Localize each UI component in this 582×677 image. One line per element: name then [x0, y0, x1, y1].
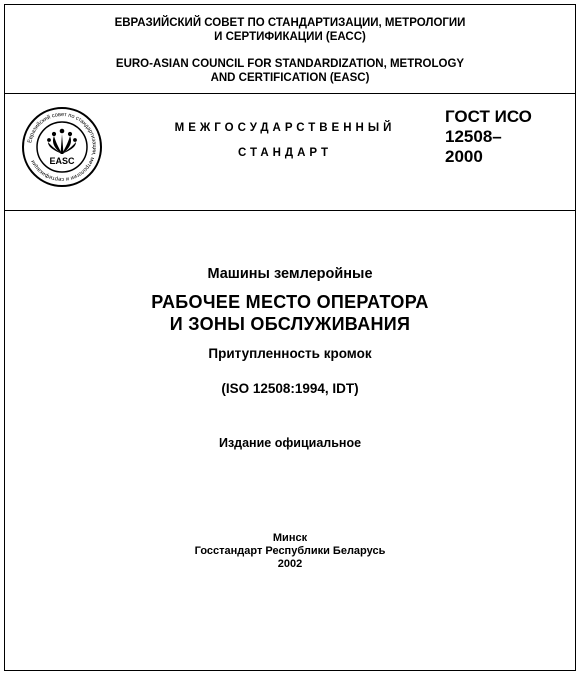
- easc-emblem-icon: [21, 106, 103, 188]
- imprint-publisher: Госстандарт Республики Беларусь: [194, 545, 386, 557]
- gost-line3: 2000: [445, 147, 483, 166]
- council-ru-line2: И СЕРТИФИКАЦИИ (ЕАСС): [214, 31, 366, 43]
- gost-line2: 12508–: [445, 127, 502, 146]
- imprint-year: 2002: [277, 558, 303, 570]
- council-ru-line1: ЕВРАЗИЙСКИЙ СОВЕТ ПО СТАНДАРТИЗАЦИИ, МЕТРОЛОГИИ: [114, 17, 466, 29]
- edition-label: Издание официальное: [218, 436, 362, 450]
- document-frame: [4, 4, 576, 671]
- main-title: [5, 291, 575, 335]
- emblem-label: EASC: [49, 156, 75, 166]
- council-name-ru: [5, 16, 575, 44]
- subtitle: Притупленность кромок: [208, 346, 372, 361]
- council-en-line1: EURO-ASIAN COUNCIL FOR STANDARDIZATION, METROLOGY: [115, 58, 465, 70]
- title-divider: [5, 210, 575, 211]
- imprint-city: Минск: [272, 532, 308, 544]
- main-title-line2: И ЗОНЫ ОБСЛУЖИВАНИЯ: [169, 314, 411, 334]
- emblem-ring-text: Евразийский совет по стандартизации, метрологии и сертификации: [27, 111, 98, 183]
- machines-title: Машины землеройные: [207, 266, 373, 282]
- main-title-line1: РАБОЧЕЕ МЕСТО ОПЕРАТОРА: [151, 292, 429, 312]
- gost-line1: ГОСТ ИСО: [445, 107, 532, 126]
- imprint: [5, 532, 575, 571]
- council-name-en: [5, 57, 575, 85]
- interstate-label: МЕЖГОСУДАРСТВЕННЫЙ: [174, 122, 396, 134]
- iso-reference: (ISO 12508:1994, IDT): [221, 381, 359, 396]
- gost-designation: [445, 107, 565, 167]
- header-divider: [5, 93, 575, 94]
- standard-label: СТАНДАРТ: [238, 147, 332, 159]
- council-en-line2: AND CERTIFICATION (EASC): [210, 72, 370, 84]
